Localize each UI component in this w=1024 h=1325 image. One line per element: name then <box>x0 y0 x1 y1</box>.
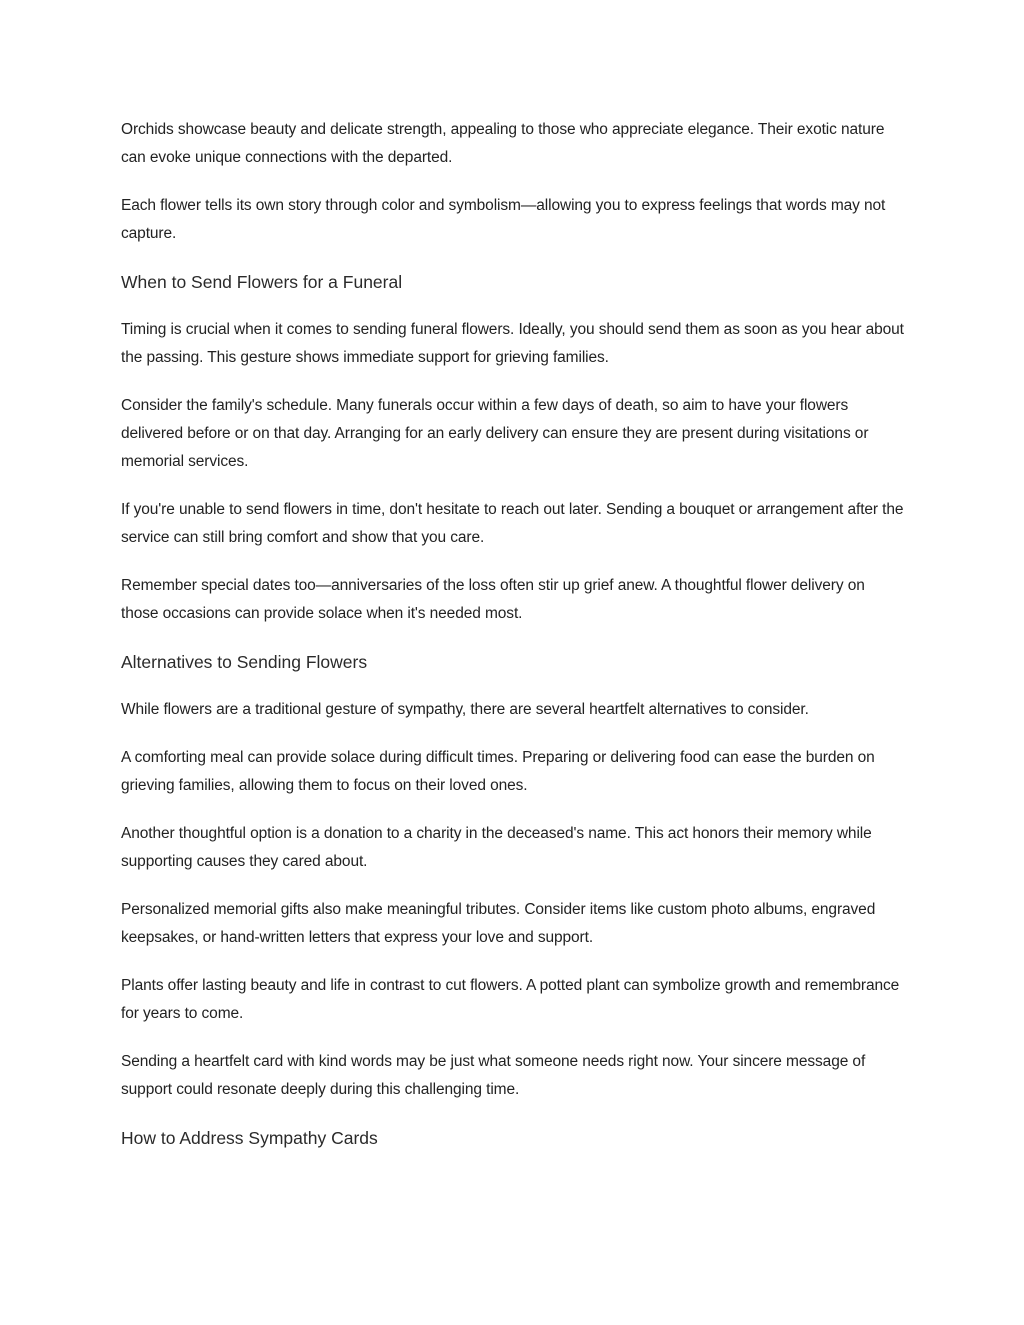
paragraph-flower-story: Each flower tells its own story through color and symbolism—allowing you to express feelings that words may not capture. <box>121 197 886 242</box>
paragraph-alternatives-intro: While flowers are a traditional gesture of sympathy, there are several heartfelt alternatives to consider. <box>121 701 809 718</box>
paragraph-family-schedule: Consider the family's schedule. Many funerals occur within a few days of death, so aim to have your flowers delivered before or on that day. Arranging for an early delivery can ensure they are present during visitations or memorial services. <box>121 397 869 470</box>
paragraph-timing: Timing is crucial when it comes to sending funeral flowers. Ideally, you should send them as soon as you hear about the passing. This gesture shows immediate support for grieving families. <box>121 321 904 366</box>
paragraph-meal: A comforting meal can provide solace during difficult times. Preparing or delivering food can ease the burden on grieving families, allowing them to focus on their loved ones. <box>121 749 875 794</box>
paragraph-plants: Plants offer lasting beauty and life in contrast to cut flowers. A potted plant can symbolize growth and remembrance for years to come. <box>121 977 900 1022</box>
heading-alternatives: Alternatives to Sending Flowers <box>121 652 368 672</box>
paragraph-memorial-gifts: Personalized memorial gifts also make meaningful tributes. Consider items like custom photo albums, engraved keepsakes, or hand-written letters that express your love and support. <box>121 901 876 946</box>
paragraph-donation: Another thoughtful option is a donation to a charity in the deceased's name. This act honors their memory while supporting causes they cared about. <box>121 825 872 870</box>
heading-address-cards: How to Address Sympathy Cards <box>121 1128 378 1148</box>
paragraph-orchids: Orchids showcase beauty and delicate strength, appealing to those who appreciate elegance. Their exotic nature can evoke unique connections with the departed. <box>121 121 885 166</box>
document-body <box>121 116 906 1172</box>
paragraph-late-flowers: If you're unable to send flowers in time, don't hesitate to reach out later. Sending a bouquet or arrangement after the service can still bring comfort and show that you care. <box>121 501 904 546</box>
paragraph-special-dates: Remember special dates too—anniversaries of the loss often stir up grief anew. A thoughtful flower delivery on those occasions can provide solace when it's needed most. <box>121 577 865 622</box>
paragraph-card: Sending a heartfelt card with kind words may be just what someone needs right now. Your sincere message of support could resonate deeply during this challenging time. <box>121 1053 866 1098</box>
heading-when-to-send: When to Send Flowers for a Funeral <box>121 272 403 292</box>
